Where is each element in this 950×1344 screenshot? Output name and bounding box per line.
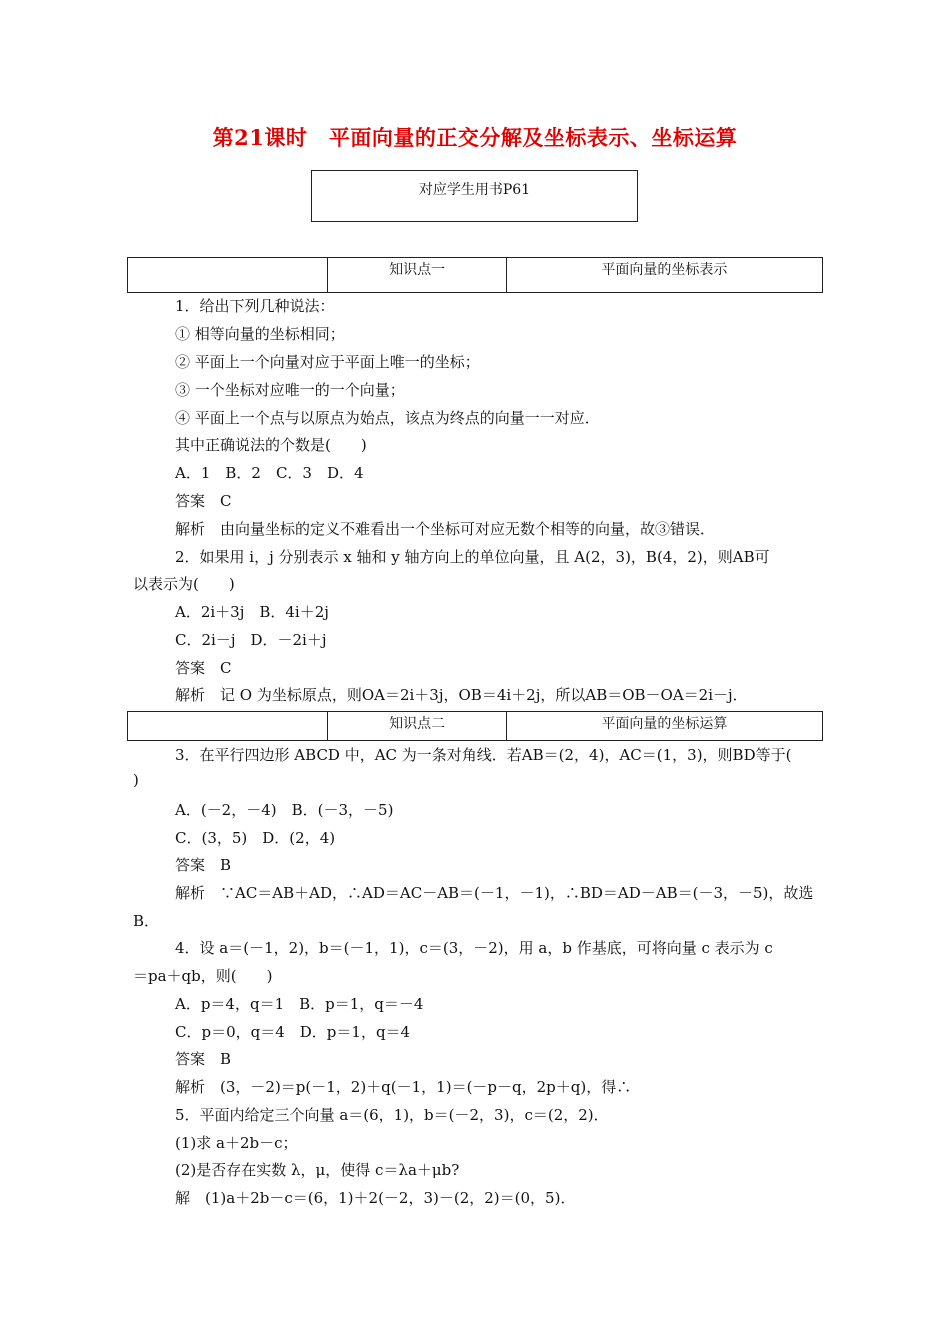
question-4-stem: 4．设 a＝(－1，2)，b＝(－1，1)，c＝(3，－2)，用 a，b 作基底，可将向量 c 表示为 c bbox=[175, 939, 773, 957]
question-4-explanation: 解析 (3，－2)＝p(－1，2)＋q(－1，1)＝(－p－q，2p＋q)，得∴ bbox=[175, 1078, 632, 1096]
question-3-answer: 答案 B bbox=[175, 856, 232, 874]
question-3-options-cd: C．(3，5) D．(2，4) bbox=[175, 829, 336, 847]
question-3-explanation-cont: B． bbox=[133, 912, 160, 930]
question-4-answer: 答案 B bbox=[175, 1050, 232, 1068]
question-4-options-ab: A．p＝4，q＝1 B．p＝1，q＝－4 bbox=[175, 995, 424, 1013]
knowledge-point-label: 知识点二 bbox=[328, 712, 507, 741]
question-2-stem-cont: 以表示为( ) bbox=[133, 575, 235, 593]
question-2-answer: 答案 C bbox=[175, 659, 232, 677]
question-1-prompt: 其中正确说法的个数是( ) bbox=[175, 436, 367, 454]
knowledge-point-table-1 bbox=[127, 257, 823, 293]
reference-box bbox=[311, 170, 638, 222]
question-1-stem: 1．给出下列几种说法： bbox=[175, 297, 335, 315]
page-title: 第21课时 平面向量的正交分解及坐标表示、坐标运算 bbox=[212, 125, 738, 150]
question-3-options-ab: A．(－2，－4) B．(－3，－5) bbox=[175, 801, 394, 819]
question-1-statement-3: ③ 一个坐标对应唯一的一个向量； bbox=[175, 381, 405, 399]
question-1-answer: 答案 C bbox=[175, 492, 232, 510]
question-1-explanation: 解析 由向量坐标的定义不难看出一个坐标可对应无数个相等的向量，故③错误． bbox=[175, 520, 716, 538]
knowledge-point-label: 知识点一 bbox=[328, 258, 507, 293]
question-1-options: A．1 B．2 C．3 D．4 bbox=[175, 464, 364, 482]
question-3-explanation: 解析 ∵AC＝AB＋AD，∴AD＝AC－AB＝(－1，－1)，∴BD＝AD－AB＝(－3，－5)，故选 bbox=[175, 884, 814, 902]
knowledge-point-name: 平面向量的坐标运算 bbox=[506, 712, 822, 741]
question-3-stem: 3．在平行四边形 ABCD 中，AC 为一条对角线．若AB＝(2，4)，AC＝(1，3)，则BD等于( bbox=[175, 746, 792, 764]
question-2-options-ab: A．2i＋3j B．4i＋2j bbox=[175, 603, 329, 621]
question-2-explanation: 解析 记 O 为坐标原点，则OA＝2i＋3j，OB＝4i＋2j，所以AB＝OB－OA＝2i－j． bbox=[175, 686, 748, 704]
question-5-part-1: (1)求 a＋2b－c； bbox=[175, 1134, 298, 1152]
reference-text: 对应学生用书P61 bbox=[418, 182, 531, 198]
question-5-part-2: (2)是否存在实数 λ，μ，使得 c＝λa＋μb? bbox=[175, 1161, 460, 1179]
question-2-options-cd: C．2i－j D．－2i＋j bbox=[175, 631, 327, 649]
question-5-solution: 解 (1)a＋2b－c＝(6，1)＋2(－2，3)－(2，2)＝(0，5)． bbox=[175, 1189, 576, 1207]
question-1-statement-1: ① 相等向量的坐标相同； bbox=[175, 325, 345, 343]
question-2-stem: 2．如果用 i，j 分别表示 x 轴和 y 轴方向上的单位向量，且 A(2，3)，B(4，2)，则AB可 bbox=[175, 548, 770, 566]
table-cell-empty bbox=[128, 712, 328, 741]
knowledge-point-table-2 bbox=[127, 711, 823, 741]
question-1-statement-2: ② 平面上一个向量对应于平面上唯一的坐标； bbox=[175, 353, 480, 371]
question-1-statement-4: ④ 平面上一个点与以原点为始点，该点为终点的向量一一对应． bbox=[175, 409, 600, 427]
question-3-stem-cont: ) bbox=[133, 771, 139, 789]
question-4-stem-cont: ＝pa＋qb，则( ) bbox=[133, 967, 273, 985]
table-cell-empty bbox=[128, 258, 328, 293]
question-4-options-cd: C．p＝0，q＝4 D．p＝1，q＝4 bbox=[175, 1023, 411, 1041]
knowledge-point-name: 平面向量的坐标表示 bbox=[506, 258, 822, 293]
question-5-stem: 5．平面内给定三个向量 a＝(6，1)，b＝(－2，3)，c＝(2，2)． bbox=[175, 1106, 609, 1124]
